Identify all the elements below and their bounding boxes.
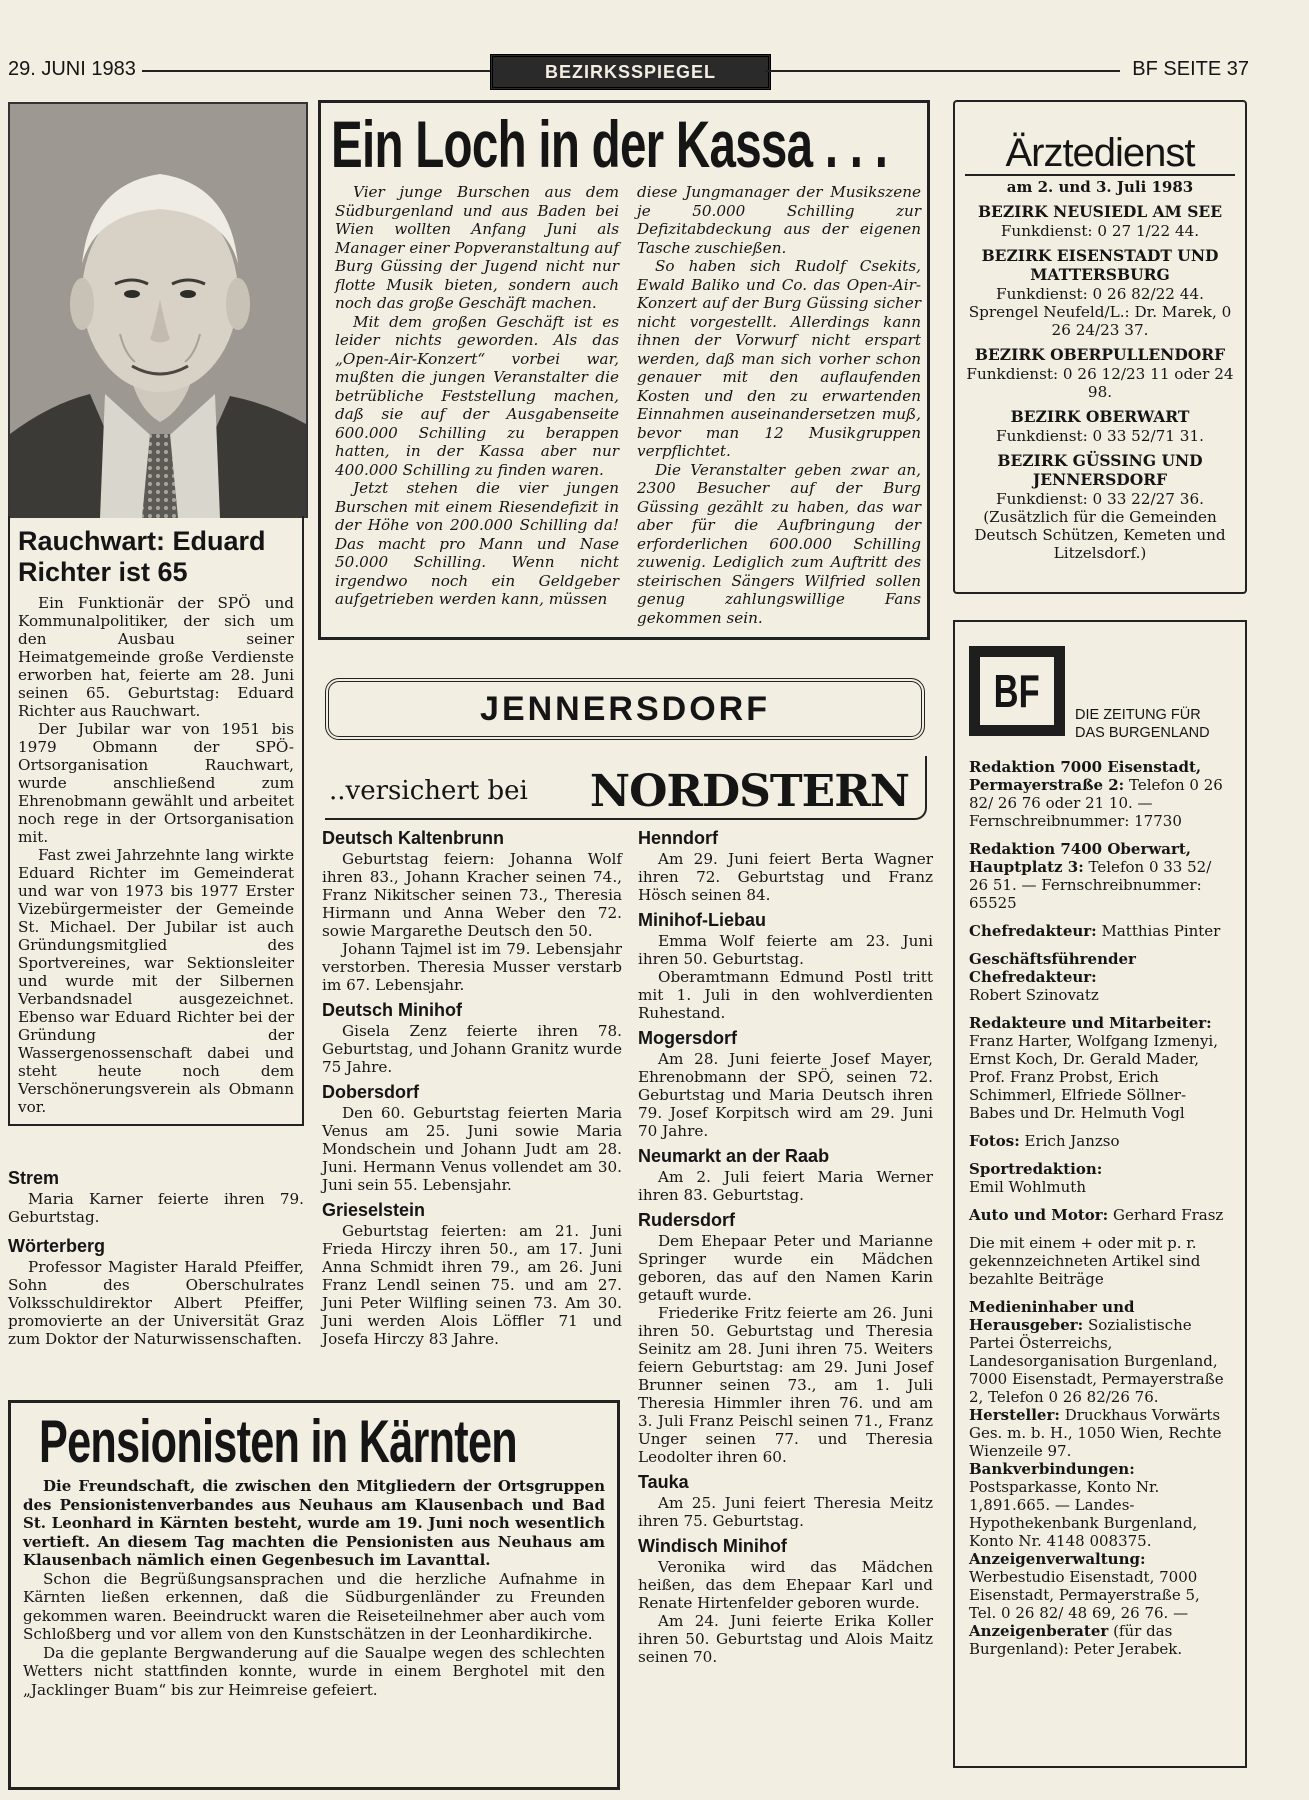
item-text-2: Am 24. Juni feierte Erika Koller ihren 50. Geburtstag und Alois Maitz seinen 70. — [638, 1612, 933, 1666]
item-text: Dem Ehepaar Peter und Marianne Springer wurde ein Mädchen geboren, das auf den Namen Karin getauft wurde. — [638, 1232, 933, 1304]
district-neusiedl: BEZIRK NEUSIEDL AM SEE — [977, 202, 1223, 221]
item-text: Gisela Zenz feierte ihren 78. Geburtstag, und Johann Granitz wurde 75 Jahre. — [322, 1022, 622, 1076]
item-text: Am 25. Juni feiert Theresia Meitz ihren 75. Geburtstag. — [638, 1494, 933, 1530]
aerztedienst-title: Ärztedienst — [965, 132, 1235, 176]
imprint-label: Chefredakteur: — [969, 922, 1097, 940]
nordstern-ad — [325, 756, 927, 820]
kassa-column-1 — [335, 183, 619, 609]
richter-headline-line1: Rauchwart: Eduard — [18, 526, 266, 556]
list-item — [638, 910, 933, 1022]
district-oberpullendorf-text: Funkdienst: 0 26 12/23 11 oder 24 98. — [966, 365, 1234, 401]
list-item — [322, 1082, 622, 1194]
list-item — [638, 1028, 933, 1140]
item-text: Geburtstag feierten: am 21. Juni Frieda Hirczy ihren 50., am 17. Juni Anna Schmidt ihren 79., am 26. Juni Franz Lendl seinen 75. und am 27. Juni Peter Wilfling seinen 73. Am 30. Juni werden Alois Löffler 71 und Josefa Hirczy 83 Jahre. — [322, 1222, 622, 1348]
list-item — [322, 1000, 622, 1076]
pension-para-2: Da die geplante Bergwanderung auf die Saualpe wegen des schlechten Wetters nicht stattfinden konnte, wurde in einem Berghotel mit den „Jacklinger Buam“ bis zur Heimreise gefeiert. — [23, 1643, 605, 1699]
imprint-box — [953, 620, 1247, 1768]
imprint-value: Emil Wohlmuth — [969, 1178, 1086, 1196]
left-items-column — [8, 1162, 304, 1348]
item-text: Maria Karner feierte ihren 79. Geburtstag. — [8, 1190, 304, 1226]
item-heading: Neumarkt an der Raab — [638, 1146, 830, 1166]
imprint-value: Die mit einem + oder mit p. r. gekennzeichneten Artikel sind bezahlte Beiträge — [969, 1234, 1201, 1288]
pension-para-1: Schon die Begrüßungsansprachen und die herzliche Aufnahme in Kärnten ließen erkennen, daß die Südburgenländer zu Freunden gekommen waren. Beeindruckt waren die Reiseteilnehmer aber auch vom Schloßberg und vor allem von den Kunstschätzen in der Leonhardikirche. — [23, 1569, 605, 1643]
imprint-entry — [969, 1132, 1231, 1150]
pension-headline: Pensionisten in Kärnten — [39, 1408, 517, 1475]
imprint-entry — [969, 1234, 1231, 1288]
imprint-label: Anzeigenberater — [969, 1622, 1109, 1640]
header-rule-left — [142, 70, 490, 72]
mid-items-column — [322, 822, 622, 1348]
imprint-entry — [969, 1460, 1231, 1550]
item-text: Emma Wolf feierte am 23. Juni ihren 50. Geburtstag. — [638, 932, 933, 968]
imprint-label: Hersteller: — [969, 1406, 1060, 1424]
jennersdorf-banner — [325, 678, 925, 740]
item-text: Veronika wird das Mädchen heißen, das dem Ehepaar Karl und Renate Hirtenfelder geboren wurde. — [638, 1558, 933, 1612]
imprint-value: Gerhard Frasz — [1113, 1206, 1224, 1224]
item-text: Am 2. Juli feiert Maria Werner ihren 83. Geburtstag. — [638, 1168, 933, 1204]
richter-headline — [18, 526, 294, 588]
imprint-label: Redakteure und Mitarbeiter: — [969, 1014, 1212, 1032]
district-oberwart: BEZIRK OBERWART — [1010, 407, 1190, 426]
header-rule-right — [765, 70, 1120, 72]
imprint-entry — [969, 758, 1231, 830]
imprint-label: Sportredaktion: — [969, 1160, 1103, 1178]
list-item — [322, 828, 622, 994]
imprint-entry — [969, 1406, 1231, 1460]
list-item — [638, 828, 933, 904]
section-badge: BEZIRKSSPIEGEL — [490, 54, 771, 90]
district-oberwart-text: Funkdienst: 0 33 52/71 31. — [996, 427, 1204, 445]
nordstern-ad-brand: NORDSTERN — [589, 766, 909, 817]
district-eisenstadt-text: Funkdienst: 0 26 82/22 44. Sprengel Neufeld/L.: Dr. Marek, 0 26 24/23 37. — [968, 285, 1232, 339]
item-text-2: Oberamtmann Edmund Postl tritt mit 1. Juli in den wohlverdienten Ruhestand. — [638, 968, 933, 1022]
imprint-label: Fotos: — [969, 1132, 1020, 1150]
imprint-value: Franz Harter, Wolfgang Izmenyi, Ernst Koch, Dr. Gerald Mader, Prof. Franz Probst, Erich Schimmerl, Elfriede Söllner-Babes und Dr. Helmuth Vogl — [969, 1032, 1218, 1122]
portrait-illustration — [10, 104, 306, 518]
bf-logo-inner — [980, 657, 1054, 725]
richter-para-2: Der Jubilar war von 1951 bis 1979 Obmann der SPÖ-Ortsorganisation Rauchwart, wurde anschließend zum Ehrenobmann gewählt und arbeitet noch rege in der Ortsorganisation mit. — [18, 720, 294, 846]
imprint-masthead — [969, 646, 1231, 758]
item-heading: Tauka — [638, 1472, 689, 1492]
item-heading: Rudersdorf — [638, 1210, 736, 1230]
richter-headline-line2: Richter ist 65 — [18, 557, 188, 587]
imprint-value: Postsparkasse, Konto Nr. 1,891.665. — Landes-Hypothekenbank Burgenland, Konto Nr. 4148 008375. — [969, 1478, 1198, 1550]
district-neusiedl-text: Funkdienst: 0 27 1/22 44. — [1000, 222, 1200, 240]
imprint-label: Geschäftsführender Chefredakteur: — [969, 950, 1136, 986]
imprint-value: Matthias Pinter — [1101, 922, 1221, 940]
imprint-entry — [969, 1206, 1231, 1224]
item-text: Am 29. Juni feiert Berta Wagner ihren 72. Geburtstag und Franz Hösch seinen 84. — [638, 850, 933, 904]
list-item — [638, 1210, 933, 1466]
pension-article — [8, 1400, 620, 1790]
imprint-entry — [969, 1014, 1231, 1122]
imprint-value: Telefon 0 26 82/ 26 76 oder 21 10. — Fernschreibnummer: 17730 — [969, 776, 1223, 830]
imprint-entry — [969, 840, 1231, 912]
right-items-column — [638, 822, 933, 1666]
imprint-entry — [969, 922, 1231, 940]
district-eisenstadt: BEZIRK EISENSTADT UND MATTERSBURG — [981, 246, 1219, 284]
page-number: BF SEITE 37 — [1132, 58, 1249, 80]
item-heading: Deutsch Kaltenbrunn — [322, 828, 505, 848]
imprint-value: Druckhaus Vorwärts Ges. m. b. H., 1050 Wien, Rechte Wienzeile 97. — [969, 1406, 1222, 1460]
imprint-value: Werbestudio Eisenstadt, 7000 Eisenstadt, Permayerstraße 5, Tel. 0 26 82/ 48 69, 26 76. — — [969, 1568, 1200, 1622]
kassa-col2-para2: So haben sich Rudolf Csekits, Ewald Baliko und Co. das Open-Air-Konzert auf der Burg Güssing sicher nicht vorgestellt. Allerdings kann ihnen der Vorwurf nicht erspart werden, daß man sich vorher schon genauer mit den auflaufenden Kosten und den zu erwartenden Einnahmen auseinandersetzen muß, bevor man 12 Musikgruppen verpflichtet. — [637, 257, 921, 460]
imprint-tagline — [1075, 706, 1210, 742]
item-heading: Minihof-Liebau — [638, 910, 766, 930]
issue-date: 29. JUNI 1983 — [8, 58, 136, 80]
imprint-value: Telefon 0 33 52/ 26 51. — Fernschreibnummer: 65525 — [969, 858, 1212, 912]
kassa-column-2 — [637, 183, 921, 627]
item-text: Am 28. Juni feierte Josef Mayer, Ehrenobmann der SPÖ, seinen 72. Geburtstag und Maria Deutsch ihren 79. Josef Korpitsch wird am 29. Juni 70 Jahre. — [638, 1050, 933, 1140]
item-heading: Dobersdorf — [322, 1082, 420, 1102]
imprint-entry — [969, 1160, 1231, 1196]
bf-logo — [969, 646, 1065, 736]
imprint-label: Anzeigenverwaltung: — [969, 1550, 1146, 1568]
item-heading: Windisch Minihof — [638, 1536, 787, 1556]
richter-para-3: Fast zwei Jahrzehnte lang wirkte Eduard Richter im Gemeinderat und war von 1973 bis 1977 Erster Vizebürgermeister der Gemeinde St. Michael. Der Jubilar ist auch Gründungsmitglied des Sportvereines, war Sektionsleiter und wurde mit der Silbernen Verbandsnadel ausgezeichnet. Ebenso war Eduard Richter bei der Gründung der Wassergenossenschaft dabei und steht heute noch dem Verschönerungsverein als Obmann vor. — [18, 846, 294, 1116]
district-guessing: BEZIRK GÜSSING UND JENNERSDORF — [997, 451, 1203, 489]
kassa-col1-para3: Jetzt stehen die vier jungen Burschen mit einem Riesendefizit in der Höhe von 200.000 Schilling da! Das macht pro Mann und Nase 50.000 Schilling. Wenn nicht irgendwo noch ein Geldgeber aufgetrieben werden kann, müssen — [335, 479, 619, 608]
kassa-article — [318, 100, 930, 640]
item-heading: Deutsch Minihof — [322, 1000, 462, 1020]
list-item — [8, 1236, 304, 1348]
item-heading: Grieselstein — [322, 1200, 426, 1220]
richter-article — [8, 516, 304, 1126]
list-item — [322, 1200, 622, 1348]
imprint-label: Redaktion 7400 Oberwart, Hauptplatz 3: — [969, 840, 1192, 876]
list-item — [638, 1146, 933, 1204]
item-heading: Henndorf — [638, 828, 718, 848]
imprint-value: Robert Szinovatz — [969, 986, 1099, 1004]
portrait-photo — [8, 102, 308, 518]
item-heading: Mogersdorf — [638, 1028, 737, 1048]
aerztedienst-date: am 2. und 3. Juli 1983 — [1006, 178, 1194, 196]
list-item — [638, 1536, 933, 1666]
aerztedienst-box — [953, 100, 1247, 594]
pension-lead: Die Freundschaft, die zwischen den Mitgliedern der Ortsgruppen des Pensionistenverbandes aus Neuhaus am Klausenbach und Bad St. Leonhard in Kärnten besteht, wurde am 19. Juni noch wesentlich vertieft. An diesem Tag machten die Pensionisten aus Neuhaus am Klausenbach nämlich einen Gegenbesuch im Lavanttal. — [23, 1477, 605, 1569]
item-text: Professor Magister Harald Pfeiffer, Sohn des Oberschulrates Volksschuldirektor Albert Pfeiffer, promovierte an der Universität Graz zum Doktor der Naturwissenschaften. — [8, 1258, 304, 1348]
imprint-entry — [969, 950, 1231, 1004]
kassa-col2-para1: diese Jungmanager der Musikszene je 50.000 Schilling zur Defizitabdeckung aus der eigenen Tasche zuschießen. — [637, 183, 921, 257]
imprint-value: Erich Janzso — [1024, 1132, 1120, 1150]
nordstern-ad-prefix: ..versichert bei — [329, 776, 528, 806]
bf-logo-text: BF — [993, 665, 1040, 717]
item-heading-strem: Strem — [8, 1168, 60, 1188]
imprint-label: Bankverbindungen: — [969, 1460, 1135, 1478]
district-guessing-text: Funkdienst: 0 33 22/27 36. (Zusätzlich für die Gemeinden Deutsch Schützen, Kemeten und Litzelsdorf.) — [974, 490, 1226, 562]
list-item — [638, 1472, 933, 1530]
imprint-value: Sozialistische Partei Österreichs, Landesorganisation Burgenland, 7000 Eisenstadt, Permayerstraße 2, Telefon 0 26 82/26 76. — [969, 1316, 1224, 1406]
imprint-entry — [969, 1550, 1231, 1658]
item-text: Geburtstag feiern: Johanna Wolf ihren 83., Johann Kracher seinen 74., Franz Nikitscher seinen 73., Theresia Hirmann und Anna Weber den 72. sowie Margarethe Deutsch den 50. — [322, 850, 622, 940]
item-text: Den 60. Geburtstag feierten Maria Venus am 25. Juni sowie Maria Mondschein und Johann Judt am 28. Juni. Hermann Venus vollendet am 30. Juni sein 55. Lebensjahr. — [322, 1104, 622, 1194]
imprint-label: Medieninhaber und Herausgeber: — [969, 1298, 1135, 1334]
imprint-value: (für das Burgenland): Peter Jerabek. — [969, 1622, 1183, 1658]
richter-para-1: Ein Funktionär der SPÖ und Kommunalpolitiker, der sich um den Ausbau seiner Heimatgemeinde große Verdienste erworben hat, feierte am 28. Juni seinen 65. Geburtstag: Eduard Richter aus Rauchwart. — [18, 594, 294, 720]
kassa-col2-para3: Die Veranstalter geben zwar an, 2300 Besucher auf der Burg Güssing gezählt zu haben, das war aber für die Aufbringung der erforderlichen 600.000 Schilling zuwenig. Lediglich zum Auftritt des steirischen Sängers Wilfried sollen genug zahlungswillige Fans gekommen sein. — [637, 460, 921, 627]
imprint-label: Auto und Motor: — [969, 1206, 1109, 1224]
item-text-2: Johann Tajmel ist im 79. Lebensjahr verstorben. Theresia Musser verstarb im 67. Lebensjahr. — [322, 940, 622, 994]
kassa-col1-para1: Vier junge Burschen aus dem Südburgenland und aus Baden bei Wien wollten Anfang Juni als Manager einer Popveranstaltung auf Burg Güssing der Jugend nicht nur flotte Musik bieten, sondern auch noch das große Geschäft machen. — [335, 183, 619, 312]
kassa-col1-para2: Mit dem großen Geschäft ist es leider nichts geworden. Als das „Open-Air-Konzert“ vorbei war, mußten die jungen Veranstalter die betrübliche Feststellung machen, daß sie auf der Ausgabenseite 600.000 Schilling zu berappen hatten, in der Kassa aber nur 400.000 Schilling zu finden waren. — [335, 312, 619, 479]
imprint-entry — [969, 1298, 1231, 1406]
imprint-label: Redaktion 7000 Eisenstadt, Permayerstraße 2: — [969, 758, 1202, 794]
list-item — [8, 1168, 304, 1226]
tagline-line1: DIE ZEITUNG FÜR — [1075, 707, 1201, 723]
kassa-headline: Ein Loch in der Kassa . . . — [331, 107, 888, 181]
item-heading-woerterberg: Wörterberg — [8, 1236, 106, 1256]
jennersdorf-title: JENNERSDORF — [480, 690, 770, 728]
item-text-2: Friederike Fritz feierte am 26. Juni ihren 50. Geburtstag und Theresia Seinitz am 28. Juni ihren 75. Weiters feiern Geburtstag: am 29. Juni Josef Brunner seinen 73., am 1. Juli Theresia Himmler ihren 76. und am 3. Juli Franz Peischl seinen 71., Franz Unger seinen 77. und Theresia Leodolter ihren 60. — [638, 1304, 933, 1466]
district-oberpullendorf: BEZIRK OBERPULLENDORF — [974, 345, 1226, 364]
tagline-line2: DAS BURGENLAND — [1075, 725, 1210, 741]
